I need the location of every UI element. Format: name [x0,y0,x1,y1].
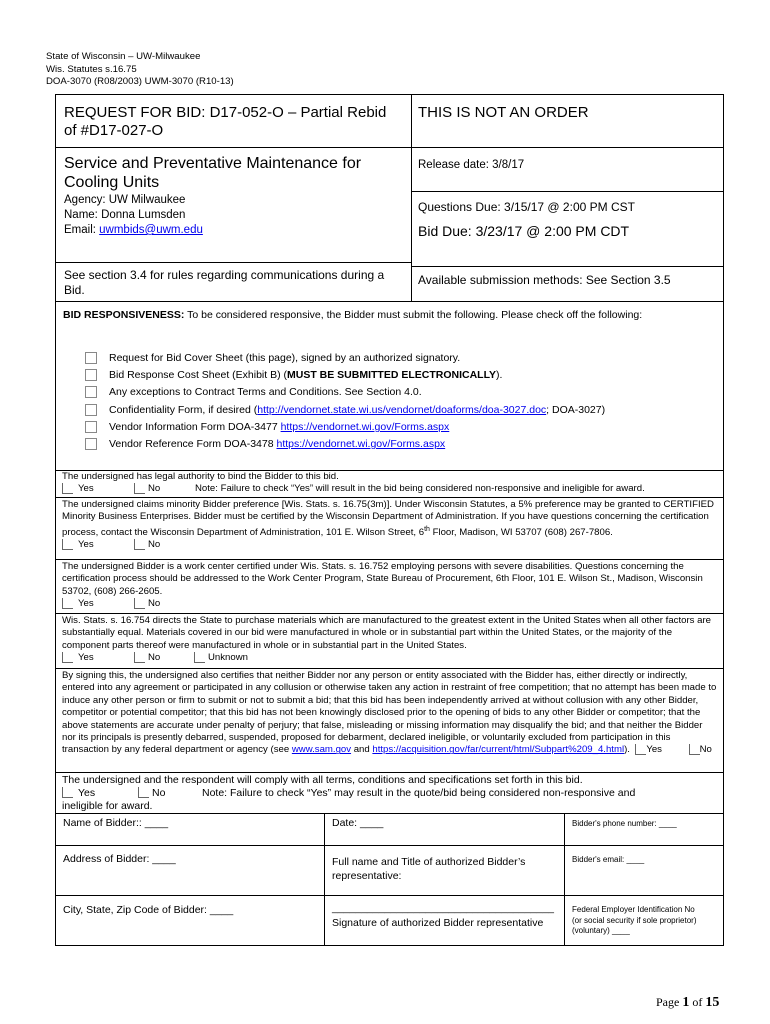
acquisition-gov-link[interactable]: https://acquisition.gov/far/current/html/Subpart%209_4.html [372,744,625,756]
agency: Agency: UW Milwaukee [64,194,186,206]
collusion-yes-checkbox[interactable] [635,744,646,755]
us-materials-section: Wis. Stats. s. 16.754 directs the State to purchase materials which are manufactured to the greatest extent in the United States when all other factors are substantially equal. Materials covered in our bid were manufactured in whole or in substantial part within the United States, or the majority of the component parts thereof were manufactured in whole or in substantial part in the United States. Yes No Unknown [55,614,724,669]
bid-info-box [55,94,724,302]
work-center-section: The undersigned Bidder is a work center certified under Wis. Stats. s. 16.752 employing persons with severe disabilities. Questions concerning the certification process should be addressed to the Work Center Program, State Bureau of Procurement, 6th Floor, 101 E. Wilson St., Madison, Wisconsin 53702, (608) 266-2605. Yes No [55,560,724,614]
release-date: Release date: 3/8/17 [418,159,525,171]
questions-due: Questions Due: 3/15/17 @ 2:00 PM CST [418,200,635,214]
rfb-subject: Service and Preventative Maintenance for Cooling Units [64,155,362,191]
compliance-section: The undersigned and the respondent will comply with all terms, conditions and specifications set forth in this bid. Yes No Note: Failure to check “Yes” may result in the quote/bid being considered non-responsive and ineligible for award. [55,773,724,814]
collusion-no-checkbox[interactable] [689,744,700,755]
doa-3027-link[interactable]: http://vendornet.state.wi.us/vendornet/doaforms/doa-3027.doc [257,404,547,416]
document-header [46,51,234,89]
vendornet-forms-link[interactable]: https://vendornet.wi.gov/Forms.aspx [280,421,450,433]
date-field[interactable]: Date: ____ [332,817,384,829]
materials-no-checkbox[interactable] [134,652,145,663]
email-field[interactable]: Bidder's email: ____ [572,855,645,864]
header-line-2: Wis. Statutes s.16.75 [46,63,137,75]
bid-responsiveness-box: BID RESPONSIVENESS: To be considered responsive, the Bidder must submit the following. Please check off the following: Request for Bid Cover Sheet (this page), signed by an authorized signatory. Bid Response Cost Sheet (Exhibit B) (MUST BE SUBMITTED ELECTRONICALLY). Any exceptions to Contract Terms and Conditions. See Section 4.0. Confidentiality Form, if desired (http://vendornet.state.wi.us/vendornet/doaforms/doa-3027.doc; DOA-3027) Vendor Information Form DOA-3477 https://vendornet.wi.gov/Forms.aspx Vendor Reference Form DOA-3478 https://vendornet.wi.gov/Forms.aspx [55,301,724,471]
vendornet-forms-link-2[interactable]: https://vendornet.wi.gov/Forms.aspx [276,438,446,450]
fein-field[interactable]: Federal Employer Identification No (or social security if sole proprietor) (voluntary) ____ [572,905,697,935]
city-state-zip-field[interactable]: City, State, Zip Code of Bidder: ____ [63,904,234,916]
checkbox[interactable] [85,386,97,398]
checkbox[interactable] [85,421,97,433]
collusion-certification-section: By signing this, the undersigned also certifies that neither Bidder nor any person or entity associated with the Bidder has, either directly or indirectly, entered into any agreement or participated in any collusion or otherwise taken any action in restraint of free competition; that no attempt has been made to induce any other person or firm to submit or not to submit a bid; that this bid has been independently arrived at without collusion with any other Bidder, competitor or potential competitor; that this bid has not been knowingly disclosed prior to the opening of bids to any other Bidder or competitor; that the above statements are accurate under penalty of perjury; that false, misleading or missing information may disqualify the bid; and that neither the Bidder nor its principals is presently debarred, suspended, proposed for debarment, declared ineligible, or voluntarily excluded from participation in this transaction by any federal department or agency (see www.sam.gov and https://acquisition.gov/far/current/html/Subpart%209_4.html). Yes No [55,669,724,773]
authority-section: The undersigned has legal authority to bind the Bidder to this bid. Yes No Note: Failure to check “Yes” will result in the bid being considered non-responsive and ineligible for award. [55,470,724,498]
agency-contact: Agency: UW Milwaukee Name: Donna Lumsden Email: uwmbids@uwm.edu [64,194,203,236]
contact-email-link[interactable]: uwmbids@uwm.edu [99,224,203,236]
communications-note: See section 3.4 for rules regarding communications during a Bid. [64,268,385,297]
minority-preference-section: The undersigned claims minority Bidder preference [Wis. Stats. s. 16.75(3m)]. Under Wisconsin Statutes, a 5% preference may be granted to CERTIFIED Minority Business Enterprises. Bidder must be certified by the Wisconsin Department of Administration. If you have questions concerning the certification process, contact the Wisconsin Department of Administration, 101 E. Wilson Street, 6th Floor, Madison, WI 53707 (608) 267-7806. Yes No [55,498,724,560]
sam-gov-link[interactable]: www.sam.gov [291,744,352,756]
checkbox[interactable] [85,404,97,416]
checkbox[interactable] [85,369,97,381]
contact-name: Name: Donna Lumsden [64,209,186,221]
not-an-order: THIS IS NOT AN ORDER [418,104,589,121]
bid-due: Bid Due: 3/23/17 @ 2:00 PM CDT [418,223,630,239]
rfb-title: REQUEST FOR BID: D17-052-O – Partial Rebid of #D17-027-O [64,104,387,139]
work-center-yes-checkbox[interactable] [62,598,73,609]
checkbox[interactable] [85,438,97,450]
bidder-signature-block [55,813,724,946]
phone-field[interactable]: Bidder's phone number: ____ [572,819,677,828]
materials-yes-checkbox[interactable] [62,652,73,663]
authorized-rep-field[interactable]: Full name and Title of authorized Bidder’s representative: [332,856,526,882]
work-center-no-checkbox[interactable] [134,598,145,609]
authority-no-checkbox[interactable] [134,483,145,494]
materials-unknown-checkbox[interactable] [194,652,205,663]
authority-yes-checkbox[interactable] [62,483,73,494]
responsiveness-instructions: BID RESPONSIVENESS: To be considered responsive, the Bidder must submit the following. Please check off the following: [63,309,643,321]
bidder-name-field[interactable]: Name of Bidder:: ____ [63,817,169,829]
page-number: Page 1 of 15 [656,995,720,1010]
submission-methods: Available submission methods: See Section 3.5 [418,273,671,287]
header-line-1: State of Wisconsin – UW-Milwaukee [46,51,201,62]
address-field[interactable]: Address of Bidder: ____ [63,853,176,865]
comply-no-checkbox[interactable] [138,787,149,798]
minority-yes-checkbox[interactable] [62,539,73,550]
signature-field[interactable]: ______________________________________ Signature of authorized Bidder representative [332,902,554,929]
checkbox[interactable] [85,352,97,364]
comply-yes-checkbox[interactable] [62,787,73,798]
header-line-3: DOA-3070 (R08/2003) UWM-3070 (R10-13) [46,76,234,87]
minority-no-checkbox[interactable] [134,539,145,550]
